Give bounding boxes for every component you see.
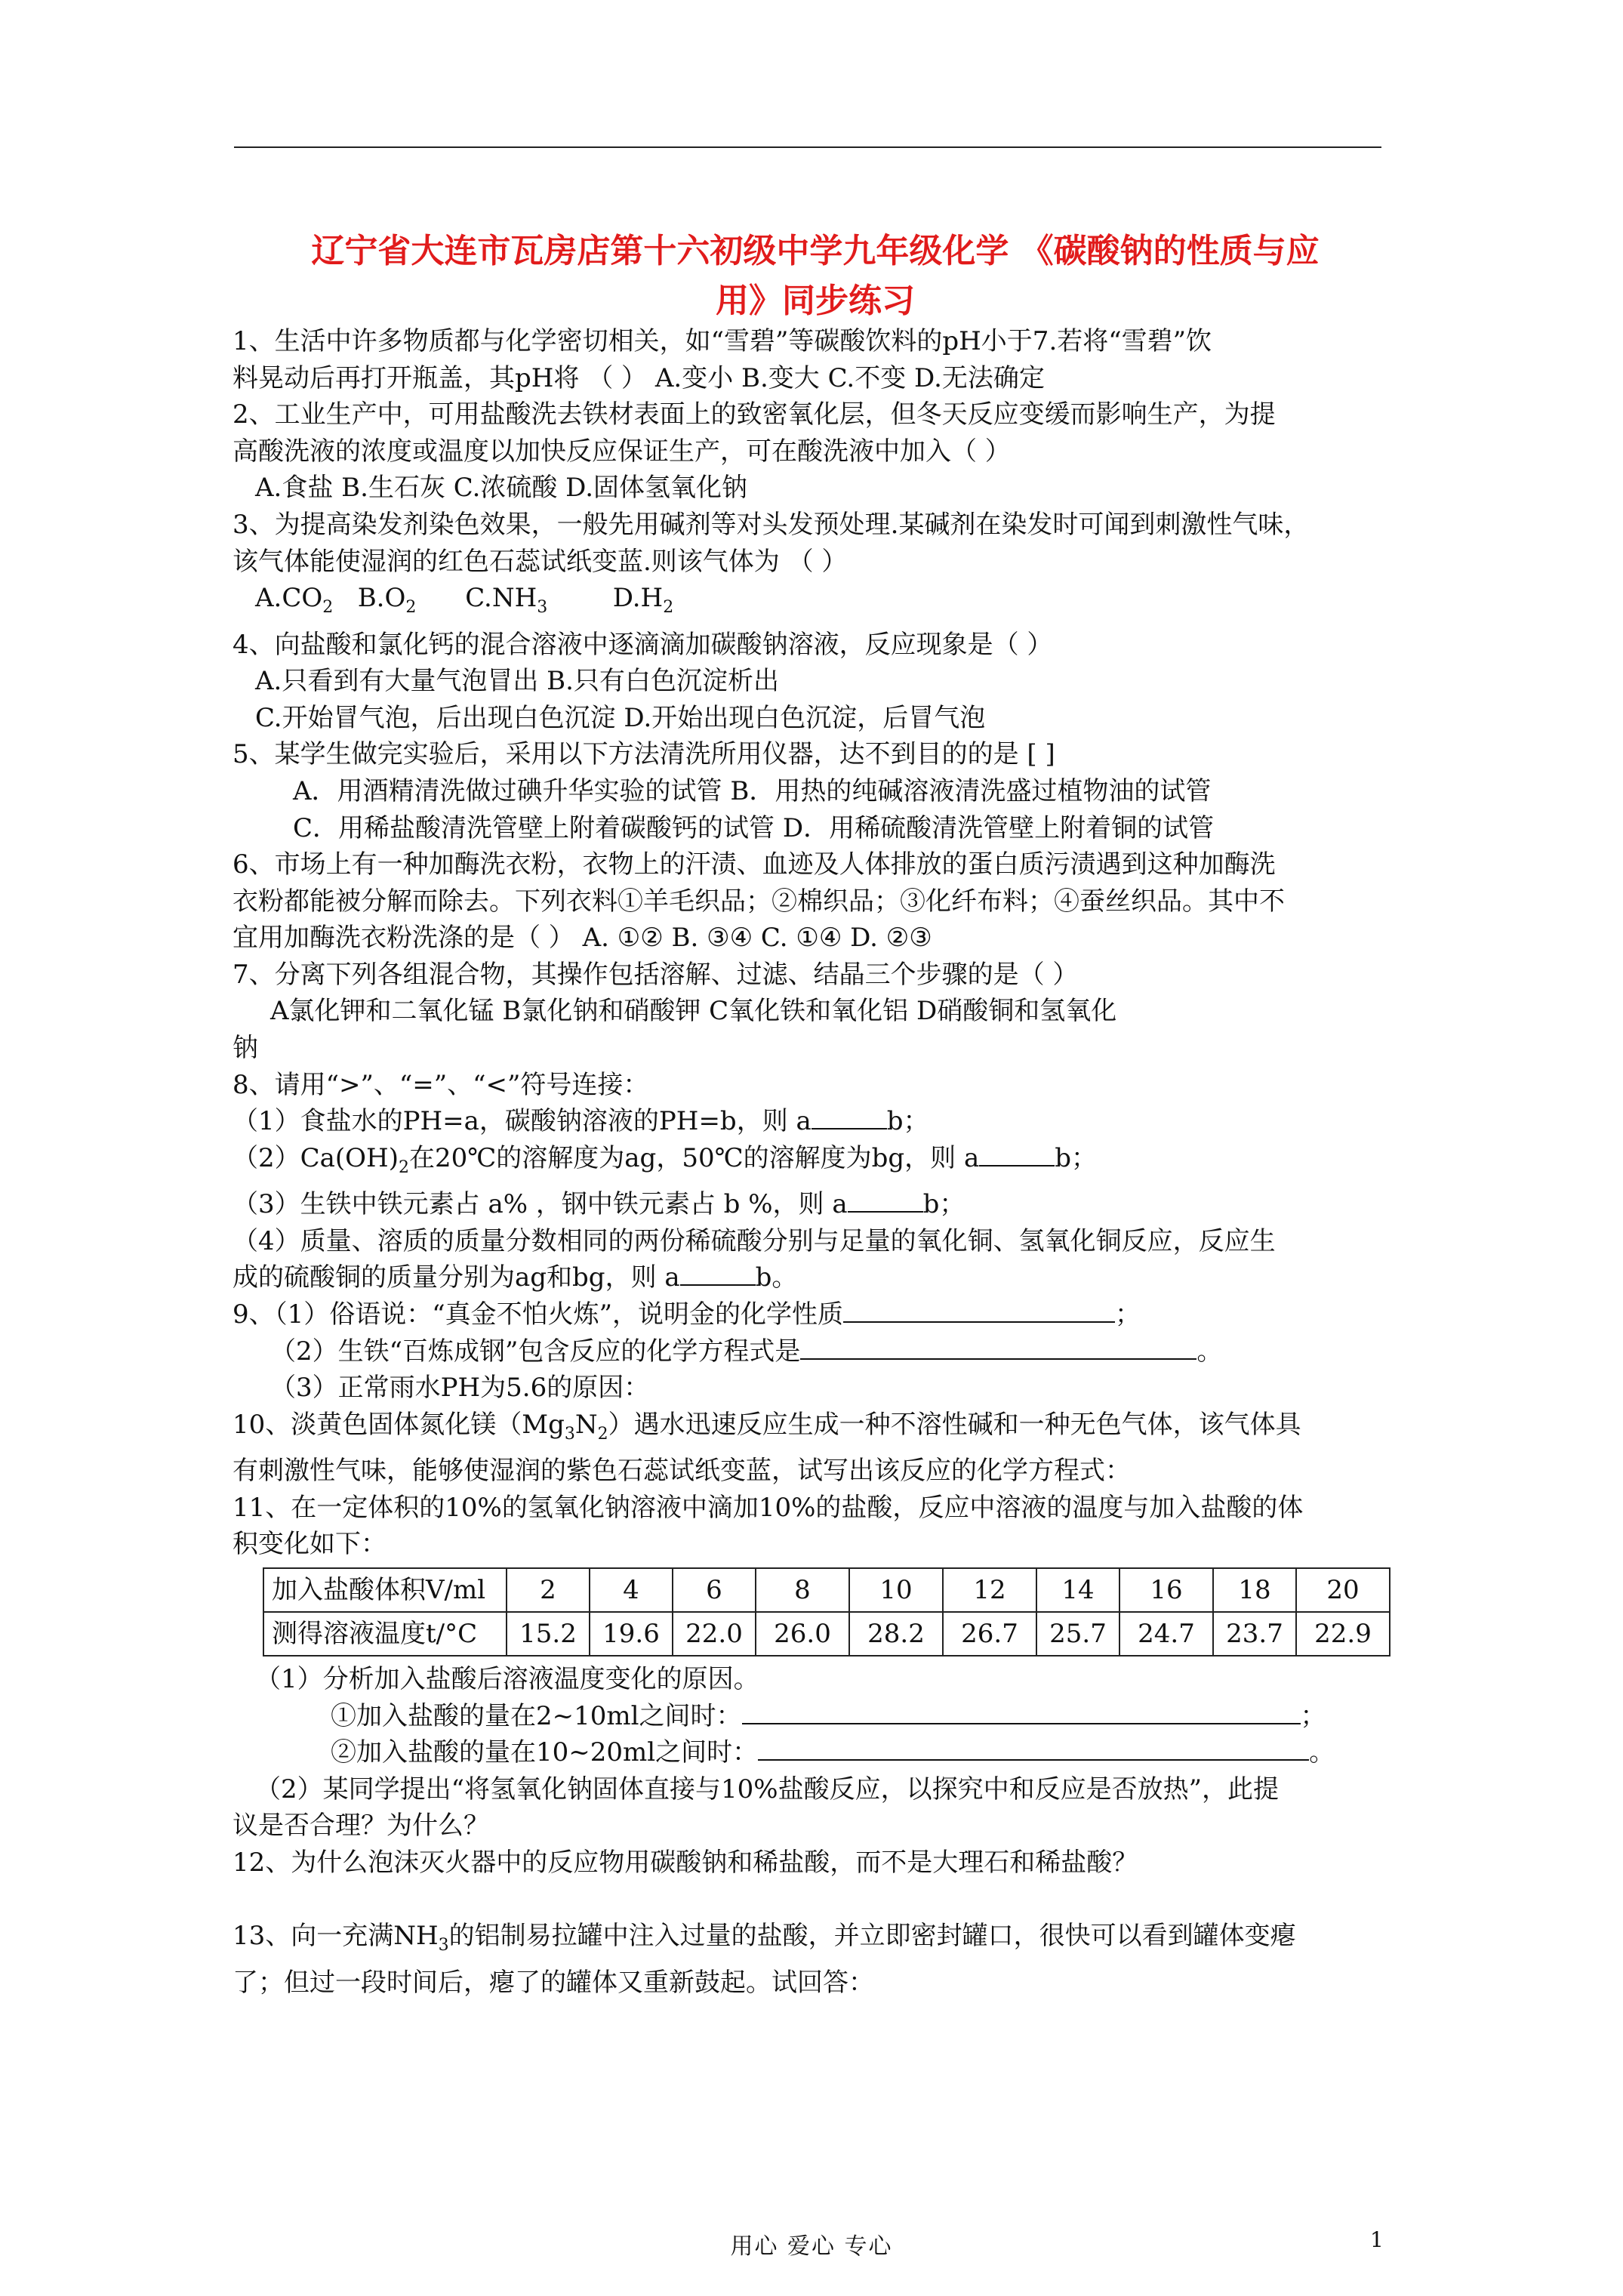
table-cell: 22.0: [673, 1612, 756, 1656]
table-cell: 8: [756, 1568, 849, 1612]
q5-options-ab: A．用酒精清洗做过碘升华实验的试管 B．用热的纯碱溶液清洗盛过植物油的试管: [293, 775, 1212, 806]
q8-part-4-line-2: 成的硫酸铜的质量分别为ag和bg，则 a b。: [233, 1262, 798, 1293]
q4-options-cd: C.开始冒气泡，后出现白色沉淀 D.开始出现白色沉淀，后冒气泡: [255, 702, 986, 733]
question-body: [233, 323, 1395, 2001]
table-header-volume: 加入盐酸体积V/ml: [263, 1568, 507, 1612]
q6-line-1: 6、市场上有一种加酶洗衣粉，衣物上的汗渍、血迹及人体排放的蛋白质污渍遇到这种加酶洗: [233, 849, 1276, 880]
q3-option-d: $D.H_2$: [612, 583, 674, 617]
document-title: [226, 227, 1404, 326]
q1-line-2: 料晃动后再打开瓶盖，其pH将 （ ） A.变小 B.变大 C.不变 D.无法确定: [233, 362, 1045, 393]
q12-line-1: 12、为什么泡沫灭火器中的反应物用碳酸钠和稀盐酸，而不是大理石和稀盐酸？: [233, 1847, 1138, 1878]
table-cell: 14: [1036, 1568, 1119, 1612]
table-cell: 16: [1119, 1568, 1213, 1612]
q11-line-2: 积变化如下：: [233, 1529, 387, 1560]
table-row-volume: [263, 1568, 1390, 1612]
answer-blank[interactable]: [812, 1105, 887, 1130]
q5-options-cd: C．用稀盐酸清洗管壁上附着碳酸钙的试管 D．用稀硫酸清洗管壁上附着铜的试管: [293, 812, 1215, 843]
q3-line-2: 该气体能使湿润的红色石蕊试纸变蓝.则该气体为 （ ）: [233, 546, 848, 577]
q12-answer-space: [233, 1881, 1395, 1918]
table-row-temperature: [263, 1612, 1390, 1656]
q11-part-2-line-2: 议是否合理？为什么？: [233, 1811, 489, 1841]
q3-option-b: $B.O_2$: [357, 583, 417, 617]
q3-options: [233, 580, 1395, 626]
table-cell: 2: [507, 1568, 590, 1612]
q11-part-1: （1）分析加入盐酸后溶液温度变化的原因。: [255, 1663, 759, 1694]
table-cell: 18: [1213, 1568, 1296, 1612]
q8-part-1: （1）食盐水的PH=a，碳酸钠溶液的PH=b，则 a b；: [233, 1106, 929, 1137]
table-cell: 26.0: [756, 1612, 849, 1656]
q8-part-3: （3）生铁中铁元素占 a% ，钢中铁元素占 b %，则 a b；: [233, 1189, 965, 1220]
q3-option-c: $C.NH_3$: [465, 583, 548, 617]
table-cell: 12: [943, 1568, 1036, 1612]
q13-line-2: 了；但过一段时间后，瘪了的罐体又重新鼓起。试回答：: [233, 1967, 874, 1998]
q6-line-3: 宜用加酶洗衣粉洗涤的是（ ） A. ①② B. ③④ C. ①④ D. ②③: [233, 923, 932, 954]
table-cell: 20: [1296, 1568, 1390, 1612]
q6-line-2: 衣粉都能被分解而除去。下列衣料①羊毛织品；②棉织品；③化纤布料；④蚕丝织品。其中不: [233, 886, 1285, 917]
table-cell: 15.2: [507, 1612, 590, 1656]
table-cell: 25.7: [1036, 1612, 1119, 1656]
table-cell: 28.2: [849, 1612, 943, 1656]
table-cell: 6: [673, 1568, 756, 1612]
table-cell: 4: [590, 1568, 673, 1612]
q8-part-2: $(2)Ca(OH)_2$在20℃的溶解度为ag，50℃的溶解度为bg，则 a b；: [233, 1142, 1097, 1177]
header-rule: [234, 146, 1381, 148]
q11-part-1-b: ②加入盐酸的量在10~20ml之间时： 。: [331, 1737, 1335, 1768]
q7-options: A氯化钾和二氧化锰 B氯化钠和硝酸钾 C氧化铁和氧化铝 D硝酸铜和氢氧化: [270, 996, 1117, 1027]
q7-line-1: 7、分离下列各组混合物，其操作包括溶解、过滤、结晶三个步骤的是（ ）: [233, 959, 1079, 990]
q8-part-4-line-1: （4）质量、溶质的质量分数相同的两份稀硫酸分别与足量的氧化铜、氢氧化铜反应，反应生: [233, 1225, 1276, 1256]
table-cell: 26.7: [943, 1612, 1036, 1656]
q4-line-1: 4、向盐酸和氯化钙的混合溶液中逐滴滴加碳酸钠溶液，反应现象是（ ）: [233, 629, 1053, 660]
q2-line-2: 高酸洗液的浓度或温度以加快反应保证生产，可在酸洗液中加入（ ）: [233, 436, 1011, 467]
answer-blank[interactable]: [742, 1700, 1301, 1724]
q13-line-1: 13、向一充满$NH_3$的铝制易拉罐中注入过量的盐酸，并立即密封罐口，很快可以看到罐体变瘪: [233, 1921, 1296, 1955]
table-header-temperature: 测得溶液温度t/°C: [263, 1612, 507, 1656]
data-table: [263, 1567, 1390, 1657]
q3-line-1: 3、为提高染发剂染色效果，一般先用碱剂等对头发预处理.某碱剂在染发时可闻到刺激性气味，: [233, 509, 1310, 540]
q2-options: A.食盐 B.生石灰 C.浓硫酸 D.固体氢氧化钠: [255, 473, 748, 504]
answer-blank[interactable]: [758, 1737, 1309, 1761]
q9-part-3: （3）正常雨水PH为5.6的原因：: [270, 1373, 650, 1404]
q9-part-2: （2）生铁“百炼成钢”包含反应的化学方程式是 。: [270, 1336, 1223, 1367]
answer-blank[interactable]: [979, 1142, 1055, 1166]
page-number: 1: [1370, 2227, 1384, 2252]
q2-line-1: 2、工业生产中，可用盐酸洗去铁材表面上的致密氧化层，但冬天反应变缓而影响生产，为提: [233, 399, 1276, 430]
title-line-2: 用》同步练习: [716, 282, 915, 320]
q11-part-2-line-1: （2）某同学提出“将氢氧化钠固体直接与10%盐酸反应，以探究中和反应是否放热”，此提: [255, 1774, 1279, 1804]
answer-blank[interactable]: [680, 1262, 756, 1286]
q1-line-1: 1、生活中许多物质都与化学密切相关，如“雪碧”等碳酸饮料的pH小于7.若将“雪碧”饮: [233, 326, 1212, 356]
table-cell: 24.7: [1119, 1612, 1213, 1656]
q7-options-wrap: 钠: [233, 1033, 258, 1064]
table-cell: 19.6: [590, 1612, 673, 1656]
q3-option-a: $A.CO_2$: [255, 583, 334, 617]
answer-blank[interactable]: [843, 1299, 1115, 1323]
table-cell: 22.9: [1296, 1612, 1390, 1656]
answer-blank[interactable]: [848, 1188, 923, 1213]
q9-part-1: 9、（1）俗语说：“真金不怕火炼”，说明金的化学性质 ；: [233, 1299, 1141, 1330]
q4-options-ab: A.只看到有大量气泡冒出 B.只有白色沉淀析出: [255, 666, 779, 697]
q5-line-1: 5、某学生做完实验后，采用以下方法清洗所用仪器，达不到目的的是 [ ]: [233, 739, 1055, 770]
title-line-1: 辽宁省大连市瓦房店第十六初级中学九年级化学 《碳酸钠的性质与应: [311, 232, 1320, 270]
q10-line-1: 10、淡黄色固体氮化镁$(Mg_3N_2)$遇水迅速反应生成一种不溶性碱和一种无色气体，该气体具: [233, 1409, 1301, 1444]
table-cell: 23.7: [1213, 1612, 1296, 1656]
footer-motto: 用心 爱心 专心: [730, 2233, 893, 2260]
q11-part-1-a: ①加入盐酸的量在2~10ml之间时： ；: [331, 1700, 1326, 1731]
answer-blank[interactable]: [800, 1336, 1196, 1360]
q8-line-1: 8、请用“>”、“=”、“<”符号连接：: [233, 1069, 649, 1100]
table-cell: 10: [849, 1568, 943, 1612]
q11-line-1: 11、在一定体积的10%的氢氧化钠溶液中滴加10%的盐酸，反应中溶液的温度与加入盐酸的体: [233, 1492, 1304, 1523]
q10-line-2: 有刺激性气味，能够使湿润的紫色石蕊试纸变蓝，试写出该反应的化学方程式：: [233, 1456, 1131, 1487]
